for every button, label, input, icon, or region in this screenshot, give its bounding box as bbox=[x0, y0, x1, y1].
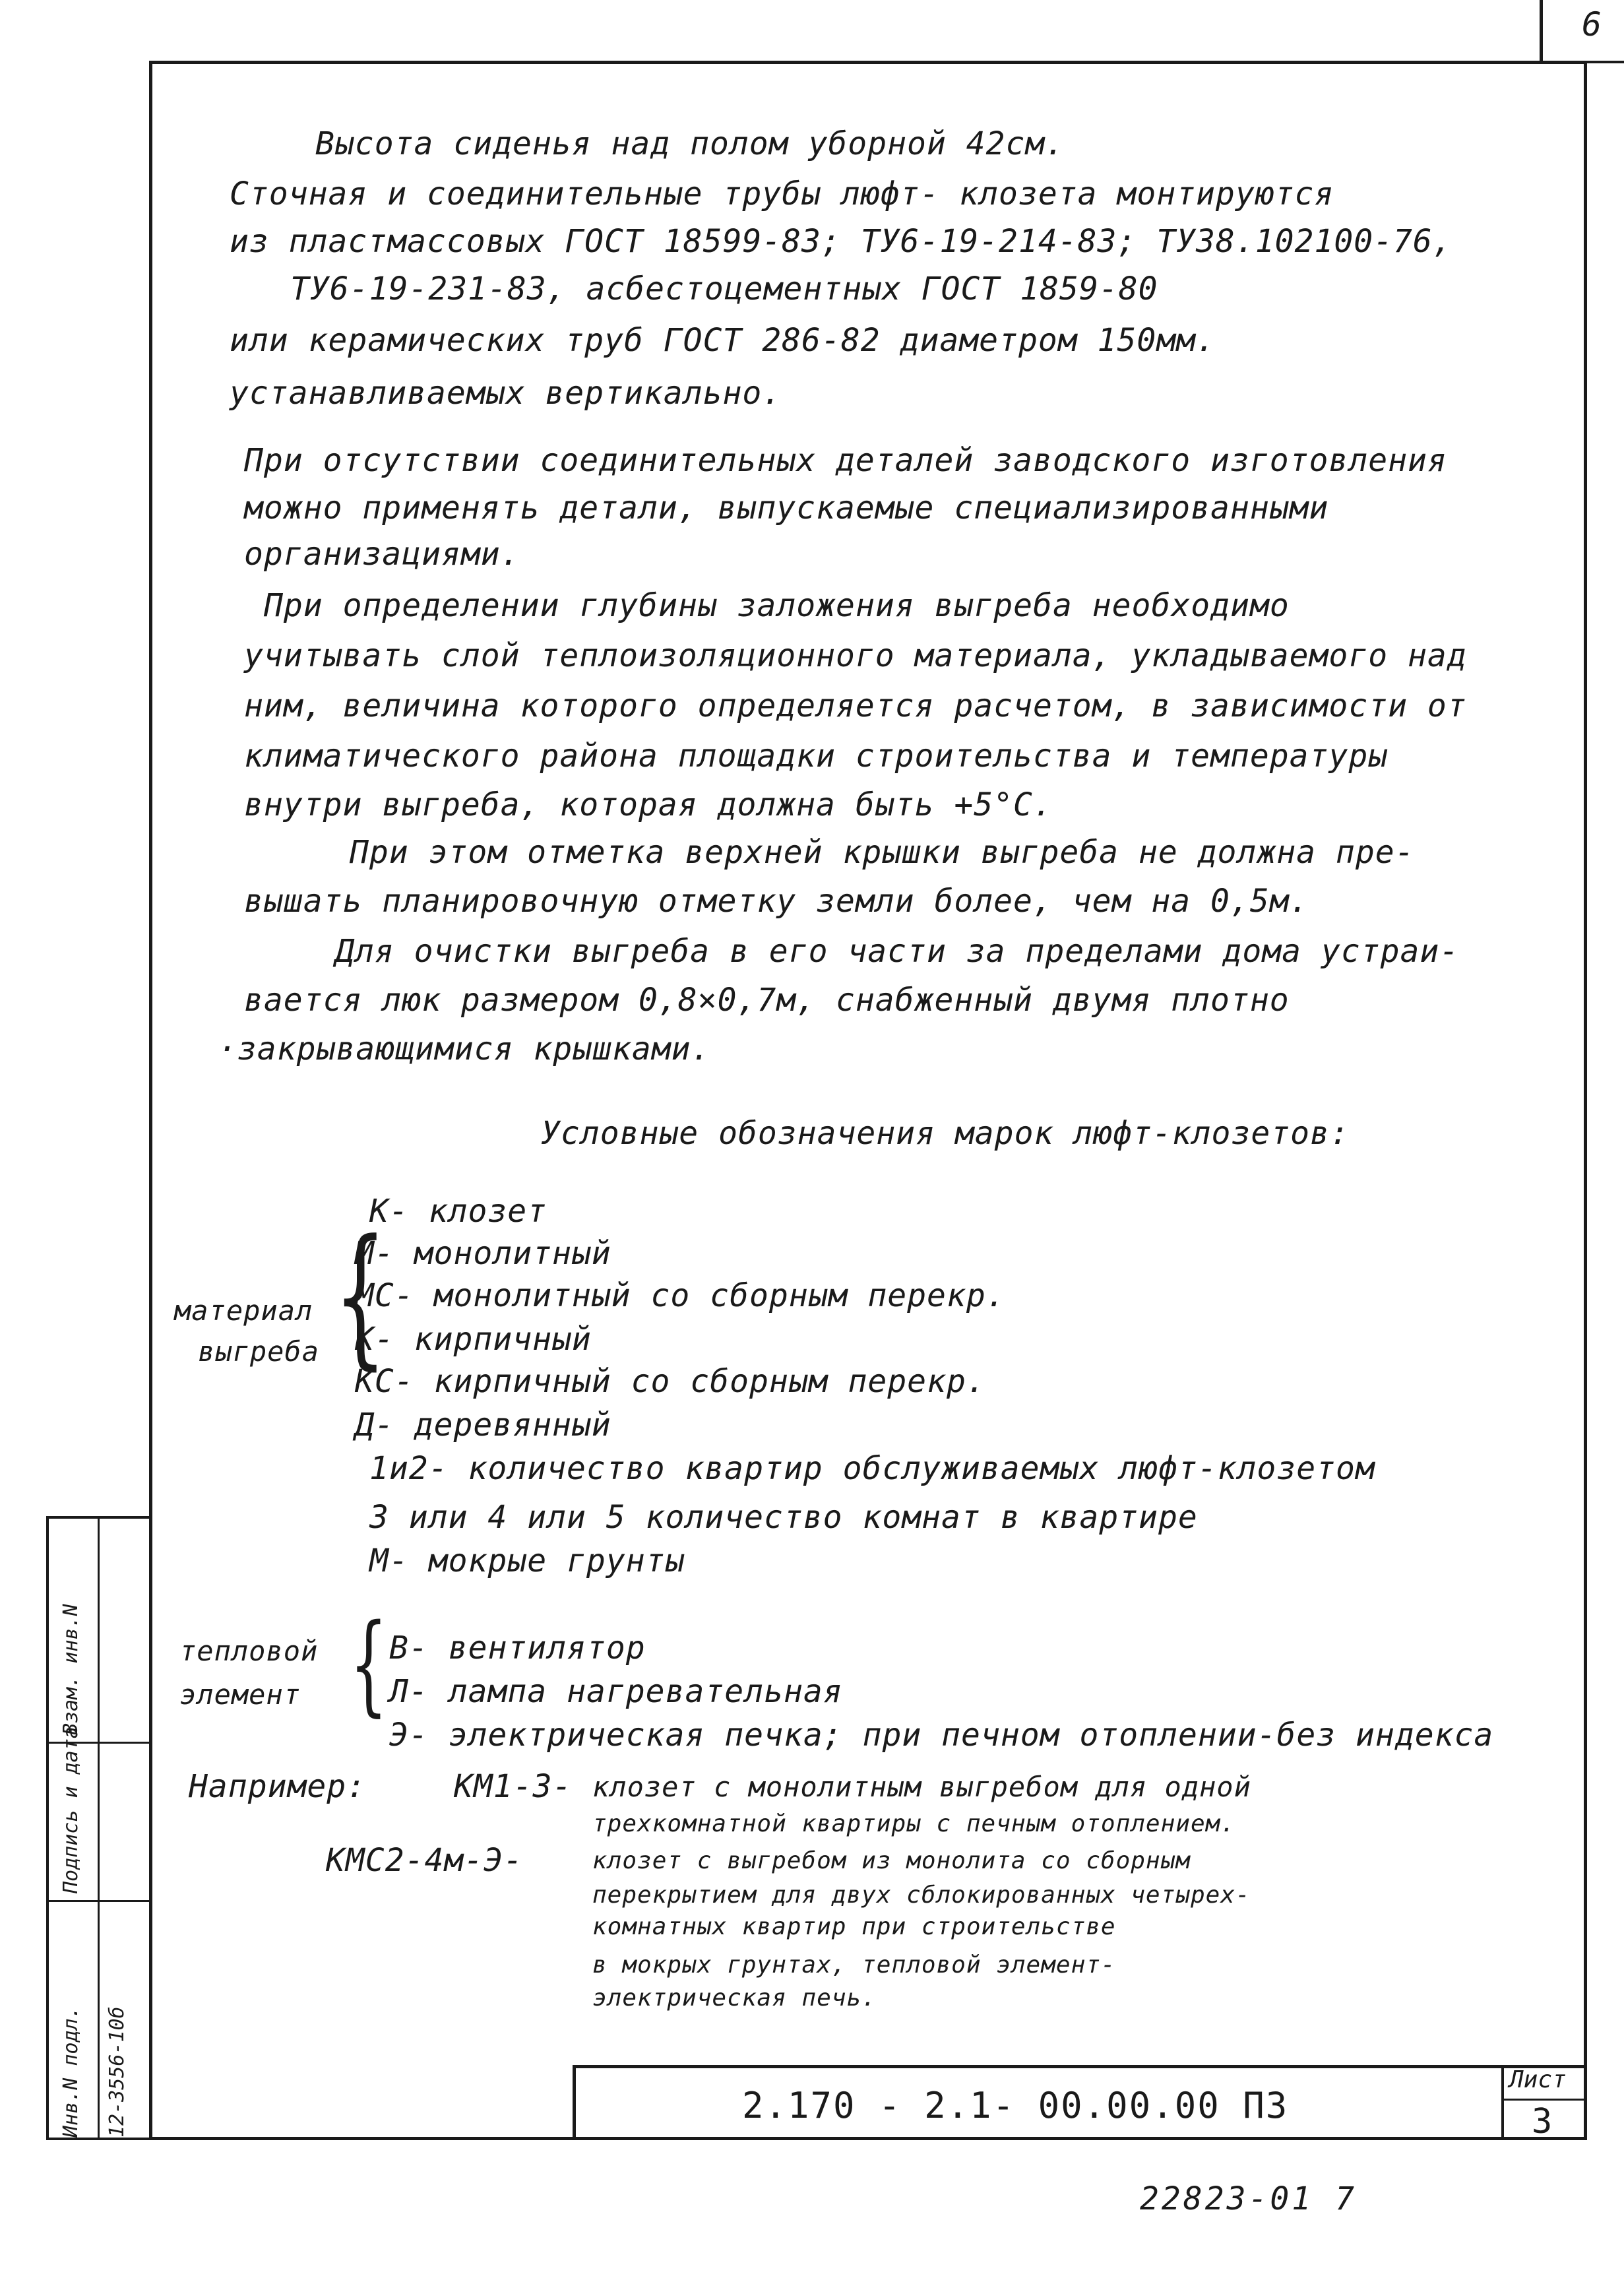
margin-stamp-divider bbox=[98, 1516, 100, 2140]
text-line: ним, величина которого определяется расчетом, в зависимости от bbox=[244, 687, 1467, 724]
sign-date-label: Подпись и дата bbox=[59, 1727, 82, 1893]
text-line: Сточная и соединительные трубы люфт- клозета монтируются bbox=[230, 175, 1334, 212]
legend-item: М- монолитный bbox=[355, 1235, 611, 1272]
text-line: можно применять детали, выпускаемые специализированными bbox=[244, 490, 1329, 526]
text-line: устанавливаемых вертикально. bbox=[230, 375, 782, 412]
text-line: из пластмассовых ГОСТ 18599-83; ТУ6-19-214-83; ТУ38.102100-76, bbox=[230, 223, 1452, 260]
example-text: перекрытием для двух сблокированных четырех- bbox=[592, 1882, 1251, 1909]
sheet-number: 3 bbox=[1532, 2102, 1553, 2141]
thermal-brace: { bbox=[350, 1601, 388, 1727]
example-text: трехкомнатной квартиры с печным отоплением. bbox=[592, 1810, 1235, 1837]
example-text: комнатных квартир при строительстве bbox=[592, 1913, 1116, 1940]
thermal-label: тепловой bbox=[179, 1635, 319, 1667]
archive-number: 22823-01 7 bbox=[1140, 2180, 1357, 2217]
vzam-label: Взам. инв.N bbox=[59, 1604, 82, 1735]
material-brace: { bbox=[334, 1208, 387, 1384]
text-line: При определении глубины заложения выгреба необходимо bbox=[264, 587, 1290, 624]
text-line: или керамических труб ГОСТ 286-82 диаметром 150мм. bbox=[230, 322, 1216, 359]
text-line: ТУ6-19-231-83, асбестоцементных ГОСТ 1859-80 bbox=[290, 270, 1158, 307]
legend-item: 3 или 4 или 5 количество комнат в квартире bbox=[369, 1499, 1198, 1536]
text-line: ·закрывающимися крышками. bbox=[218, 1030, 711, 1067]
legend-item: Л- лампа нагревательная bbox=[389, 1673, 843, 1710]
legend-item: Э- электрическая печка; при печном отоплении-без индекса bbox=[389, 1717, 1494, 1754]
corner-page-number: 6 bbox=[1582, 5, 1602, 44]
inv-podl-label: Инв.N подл. bbox=[59, 2006, 82, 2138]
text-line: Для очистки выгреба в его части за пределами дома устраи- bbox=[335, 933, 1460, 970]
legend-item: В- вентилятор bbox=[389, 1630, 646, 1666]
text-line: вается люк размером 0,8×0,7м, снабженный двумя плотно bbox=[244, 982, 1290, 1019]
example-text: клозет с монолитным выгребом для одной bbox=[592, 1771, 1251, 1803]
legend-item: МС- монолитный со сборным перекр. bbox=[355, 1277, 1006, 1314]
text-line: учитывать слой теплоизоляционного материала, укладываемого над bbox=[244, 637, 1467, 674]
text-line: организациями. bbox=[244, 536, 520, 573]
text-line: При этом отметка верхней крышки выгреба не должна пре- bbox=[350, 834, 1415, 871]
text-line: внутри выгреба, которая должна быть +5°С. bbox=[244, 786, 1053, 823]
legend-item: К- кирпичный bbox=[355, 1321, 592, 1358]
legend-item: 1и2- количество квартир обслуживаемых люфт-клозетом bbox=[369, 1450, 1375, 1487]
example-label: Например: bbox=[189, 1768, 367, 1805]
example-code: КМС2-4м-Э- bbox=[326, 1842, 523, 1879]
material-label: материал bbox=[174, 1294, 313, 1327]
legend-heading: Условные обозначения марок люфт-клозетов: bbox=[541, 1115, 1350, 1152]
legend-item: КС- кирпичный со сборным перекр. bbox=[355, 1363, 986, 1400]
text-line: Высота сиденья над полом уборной 42см. bbox=[315, 125, 1065, 162]
sheet-label: Лист bbox=[1509, 2066, 1567, 2093]
example-text: клозет с выгребом из монолита со сборным bbox=[592, 1847, 1191, 1874]
sheet-cell-divider bbox=[1501, 2099, 1587, 2101]
example-code: КМ1-3- bbox=[454, 1768, 573, 1805]
document-code: 2.170 - 2.1- 00.00.00 ПЗ bbox=[742, 2085, 1289, 2126]
legend-item: К- клозет bbox=[369, 1193, 547, 1230]
legend-item: Д- деревянный bbox=[355, 1407, 611, 1443]
text-line: При отсутствии соединительных деталей заводского изготовления bbox=[244, 442, 1447, 479]
material-label: выгреба bbox=[198, 1335, 320, 1368]
text-line: климатического района площадки строительства и температуры bbox=[244, 738, 1389, 775]
example-text: электрическая печь. bbox=[592, 1984, 877, 2012]
text-line: вышать планировочную отметку земли более, чем на 0,5м. bbox=[244, 883, 1309, 920]
example-text: в мокрых грунтах, тепловой элемент- bbox=[592, 1951, 1116, 1979]
inv-podl-value: 12-3556-10б bbox=[106, 2006, 129, 2138]
legend-item: М- мокрые грунты bbox=[369, 1542, 685, 1579]
margin-stamp-row-divider bbox=[46, 1900, 149, 1902]
thermal-label: элемент bbox=[179, 1678, 301, 1711]
